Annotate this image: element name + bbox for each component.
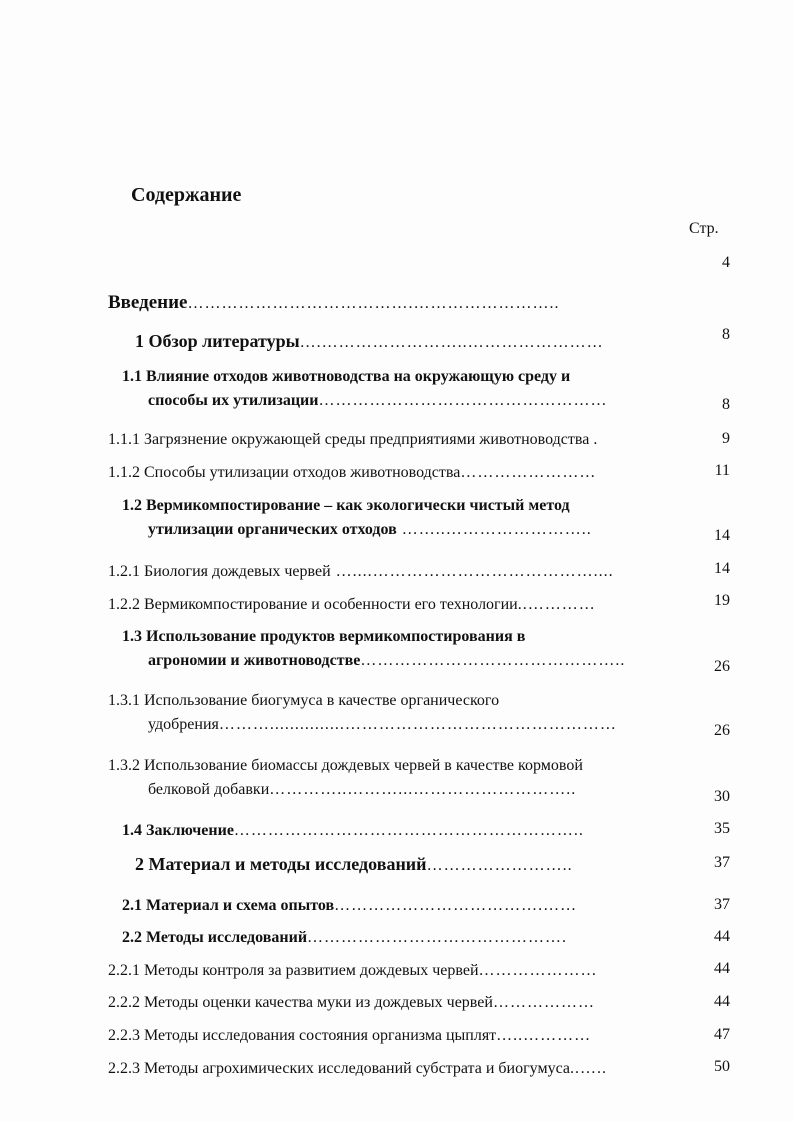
- toc-entry-label: 1.1.1 Загрязнение окружающей среды предприятиями животноводства .: [108, 431, 598, 448]
- toc-entry-continuation: способы их утилизации……………………………………………: [148, 392, 608, 409]
- toc-entry-label: 1.3 Использование продуктов вермикомпостирования в: [122, 628, 526, 645]
- leader-dots: …………………: [478, 962, 598, 979]
- toc-entry-2-2-3[interactable]: [108, 1024, 591, 1048]
- page-number: 26: [714, 722, 730, 739]
- toc-title: Содержание: [131, 184, 242, 206]
- leader-dots: …………..………...………………………..: [269, 781, 577, 798]
- toc-entry-1-2-1[interactable]: [108, 560, 614, 584]
- toc-entry-2[interactable]: [135, 852, 573, 878]
- toc-entry-1[interactable]: [135, 329, 604, 355]
- page-number: 14: [714, 560, 730, 577]
- toc-entry-1-1-2[interactable]: [108, 461, 596, 485]
- toc-entry-1-3-2[interactable]: [108, 754, 583, 802]
- leader-dots: ……..……………………..: [396, 521, 592, 538]
- toc-entry-label: 1.1 Влияние отходов животноводства на окружающую среду и: [122, 368, 571, 385]
- page-number: 19: [714, 592, 730, 609]
- toc-entry-label: Введение: [108, 292, 188, 313]
- page-number: 35: [714, 820, 730, 837]
- page-number: 14: [714, 527, 730, 544]
- leader-dots: ……………………………….……: [334, 897, 578, 914]
- leader-dots: …..…………: [496, 1027, 592, 1044]
- toc-entry-label: 2.2.3 Методы исследования состояния организма цыплят: [108, 1027, 497, 1044]
- page-number: 44: [714, 928, 730, 945]
- toc-entry-2-2-1[interactable]: [108, 959, 598, 983]
- toc-entry-intro[interactable]: [108, 291, 560, 316]
- page-number: 9: [722, 430, 730, 447]
- leader-dots: ………...............…………………………………………: [218, 716, 617, 733]
- toc-entry-label: 2.2.3 Методы агрохимических исследований субстрата и биогумуса: [108, 1060, 570, 1077]
- page-column-header: Стр.: [689, 220, 719, 237]
- toc-entry-label: 2.2.2 Методы оценки качества муки из дождевых червей: [108, 994, 493, 1011]
- toc-entry-1-2[interactable]: [122, 494, 592, 542]
- leader-dots: ……………………: [460, 464, 597, 481]
- toc-entry-label: 2 Материал и методы исследований: [135, 854, 427, 874]
- toc-entry-label: 1.3.1 Использование биогумуса в качестве органического: [108, 692, 500, 709]
- toc-entry-1-3[interactable]: [122, 625, 625, 673]
- toc-entry-label: 1.1.2 Способы утилизации отходов животноводства: [108, 464, 461, 481]
- leader-dots: ……………………………………….: [307, 929, 568, 946]
- page-number: 11: [714, 462, 730, 479]
- leader-dots: …....…………………………………....: [330, 563, 614, 580]
- page-number: 50: [714, 1058, 730, 1075]
- toc-entry-continuation: агрономии и животноводстве………………………………………..: [148, 652, 626, 669]
- toc-entry-label: 1.2 Вермикомпостирование – как экологически чистый метод: [122, 497, 570, 514]
- page-number: 4: [722, 254, 730, 271]
- page-number: 30: [714, 788, 730, 805]
- leader-dots: ……………………………………………: [318, 392, 608, 409]
- toc-entry-1-3-1[interactable]: [108, 689, 617, 737]
- page-number: 8: [722, 396, 730, 413]
- leader-dots: ………………: [492, 994, 595, 1011]
- toc-entry-2-2[interactable]: [122, 926, 567, 950]
- toc-entry-label: 1.4 Заключение: [122, 822, 234, 839]
- toc-entry-label: 1.2.2 Вермикомпостирование и особенности его технологии: [108, 596, 518, 613]
- toc-entry-label: 1.2.1 Биология дождевых червей: [108, 563, 331, 580]
- leader-dots: ……………………………………………………..: [233, 822, 584, 839]
- toc-entry-label: 2.2.1 Методы контроля за развитием дождевых червей: [108, 962, 479, 979]
- leader-dots: ……………………..: [426, 857, 573, 874]
- toc-entry-label: 1 Обзор литературы: [135, 331, 300, 351]
- toc-entry-label: 1.3.2 Использование биомассы дождевых червей в качестве кормовой: [108, 757, 583, 774]
- page-number: 44: [714, 993, 730, 1010]
- page-number: 37: [714, 854, 730, 871]
- toc-entry-1-2-2[interactable]: [108, 593, 596, 617]
- leader-dots: ….……………………..……………………: [299, 334, 604, 351]
- toc-entry-2-1[interactable]: [122, 894, 577, 918]
- toc-entry-continuation: белковой добавки…………..………...………………………..: [148, 781, 577, 798]
- page-number: 37: [714, 896, 730, 913]
- toc-entry-1-1-1[interactable]: [108, 428, 597, 452]
- toc-entry-label: 2.2 Методы исследований: [122, 929, 308, 946]
- page-number: 44: [714, 960, 730, 977]
- page-number: 26: [714, 658, 730, 675]
- toc-entry-2-2-3b[interactable]: [108, 1057, 607, 1081]
- toc-entry-2-2-2[interactable]: [108, 991, 595, 1015]
- toc-entry-label: 2.1 Материал и схема опытов: [122, 897, 335, 914]
- leader-dots: ..…………: [517, 596, 596, 613]
- leader-dots: ………………………………….……………………..: [187, 295, 560, 312]
- page-number: 8: [722, 326, 730, 343]
- toc-entry-1-1[interactable]: [122, 365, 608, 413]
- leader-dots: ..…..: [569, 1060, 607, 1077]
- leader-dots: ………………………………………..: [360, 652, 626, 669]
- toc-entry-continuation: удобрения………...............…………………………………………: [148, 716, 617, 733]
- toc-entry-continuation: утилизации органических отходов ……..……………………..: [148, 521, 592, 538]
- page-number: 47: [714, 1026, 730, 1043]
- toc-entry-1-4[interactable]: [122, 819, 584, 843]
